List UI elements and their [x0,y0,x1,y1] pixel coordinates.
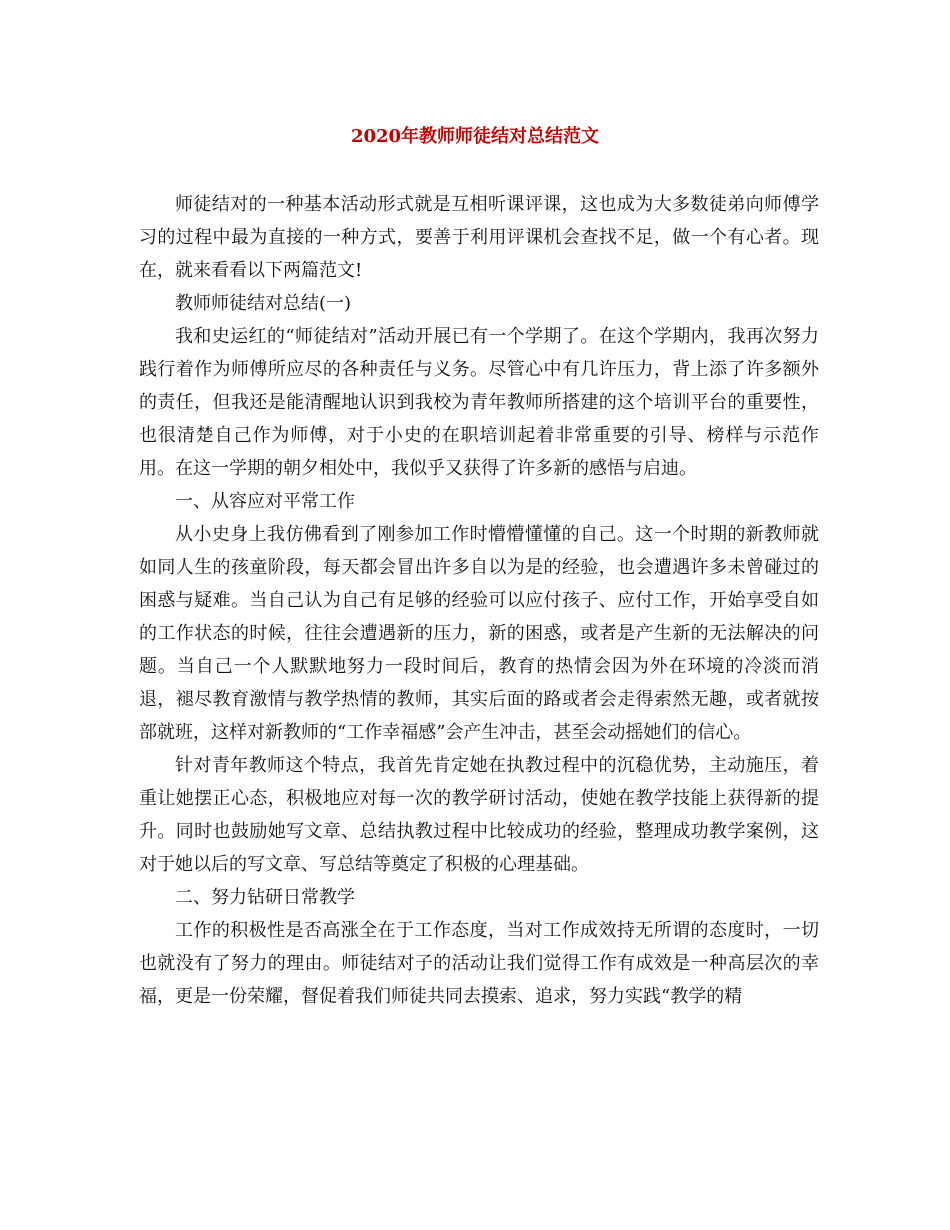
intro-paragraph: 师徒结对的一种基本活动形式就是互相听课评课，这也成为大多数徒弟向师傅学习的过程中最为直接的一种方式，要善于利用评课机会查找不足，做一个有心者。现在，就来看看以下两篇范文! [139,194,819,281]
body-paragraph: 从小史身上我仿佛看到了刚参加工作时懵懵懂懂的自己。这一个时期的新教师就如同人生的孩童阶段，每天都会冒出许多自以为是的经验，也会遭遇许多未曾碰过的困惑与疑难。当自己认为自己有足够的经验可以应付孩子、应付工作，开始享受自如的工作状态的时候，往往会遭遇新的压力，新的困惑，或者是产生新的无法解决的问题。当自己一个人默默地努力一段时间后，教育的热情会因为外在环境的冷淡而消退，褪尽教育激情与教学热情的教师，其实后面的路或者会走得索然无趣，或者就按部就班，这样对新教师的“工作幸福感”会产生冲击，甚至会动摇她们的信心。 [139,524,819,743]
body-paragraph: 针对青年教师这个特点，我首先肯定她在执教过程中的沉稳优势，主动施压，着重让她摆正心态，积极地应对每一次的教学研讨活动，使她在教学技能上获得新的提升。同时也鼓励她写文章、总结执教过程中比较成功的经验，整理成功教学案例，这对于她以后的写文章、写总结等奠定了积极的心理基础。 [139,755,819,875]
body-paragraph: 工作的积极性是否高涨全在于工作态度，当对工作成效持无所谓的态度时，一切也就没有了努力的理由。师徒结对子的活动让我们觉得工作有成效是一种高层次的幸福，更是一份荣耀，督促着我们师徒共同去摸索、追求，努力实践“教学的精 [139,920,819,1007]
document-title: 2020年教师师徒结对总结范文 [350,126,600,147]
section-heading-two: 二、努力钻研日常教学 [175,887,355,908]
section-heading-one: 一、从容应对平常工作 [175,491,355,512]
body-paragraph: 我和史运红的“师徒结对”活动开展已有一个学期了。在这个学期内，我再次努力践行着作为师傅所应尽的各种责任与义务。尽管心中有几许压力，背上添了许多额外的责任，但我还是能清醒地认识到我校为青年教师所搭建的这个培训平台的重要性，也很清楚自己作为师傅，对于小史的在职培训起着非常重要的引导、榜样与示范作用。在这一学期的朝夕相处中，我似乎又获得了许多新的感悟与启迪。 [139,326,819,479]
section-heading-summary-one: 教师师徒结对总结(一) [175,293,352,314]
document-body [139,188,819,1013]
